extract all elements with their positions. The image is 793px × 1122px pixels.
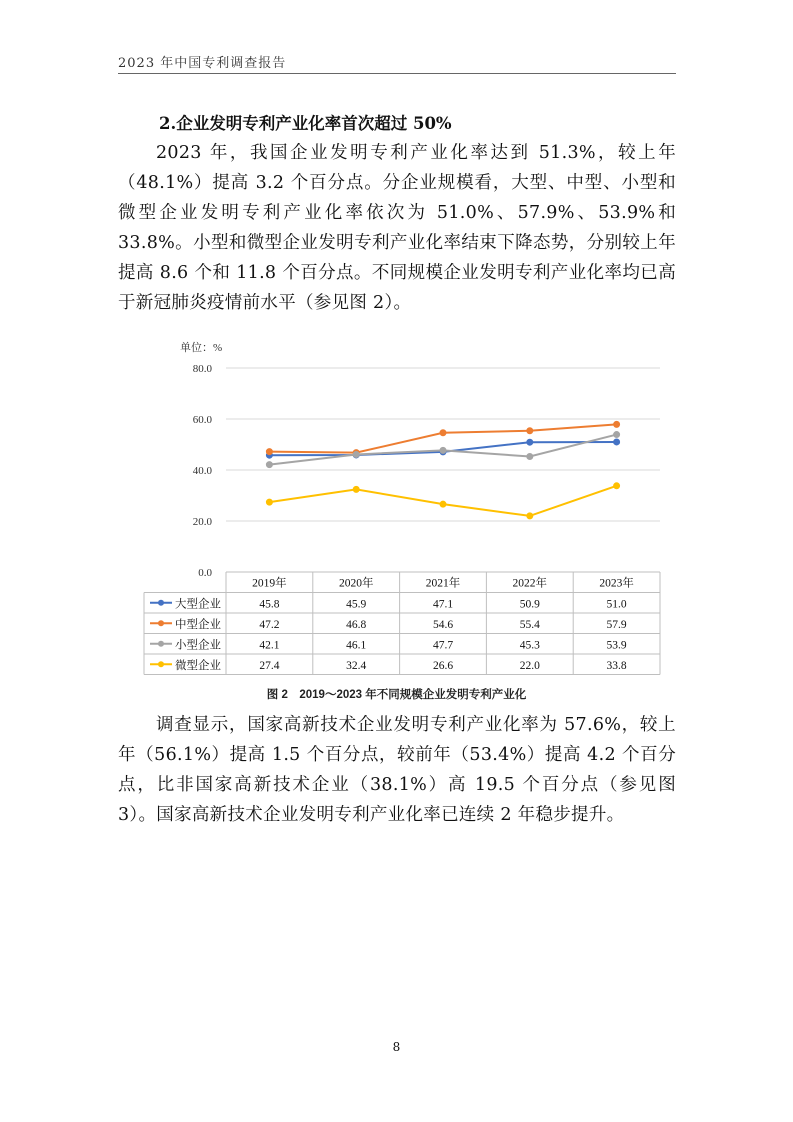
- data-label: 50.9: [519, 598, 540, 611]
- data-point: [440, 501, 446, 507]
- legend-marker: [158, 620, 164, 626]
- data-point: [266, 462, 272, 468]
- data-label: 54.6: [432, 618, 454, 631]
- data-point: [527, 513, 533, 519]
- data-label: 47.2: [259, 618, 280, 631]
- data-label: 53.9: [606, 639, 627, 652]
- data-label: 46.8: [346, 618, 367, 631]
- data-point: [266, 449, 272, 455]
- legend-label: 大型企业: [175, 598, 221, 611]
- data-label: 42.1: [259, 639, 280, 652]
- data-point: [440, 447, 446, 453]
- y-tick-label: 60.0: [192, 414, 212, 426]
- line-chart: [0, 330, 793, 690]
- data-label: 57.9: [606, 618, 627, 631]
- data-label: 45.3: [519, 639, 540, 652]
- data-label: 32.4: [346, 659, 367, 672]
- legend-label: 微型企业: [175, 659, 221, 672]
- data-label: 46.1: [346, 639, 367, 652]
- legend-label: 中型企业: [175, 618, 221, 631]
- data-label: 47.1: [432, 598, 454, 611]
- header-rule: [118, 73, 676, 74]
- data-point: [614, 483, 620, 489]
- data-label: 33.8: [606, 659, 627, 672]
- unit-label: 单位：%: [180, 342, 223, 354]
- x-tick-label: 2022年: [512, 577, 548, 590]
- x-tick-label: 2019年: [252, 577, 287, 590]
- data-point: [266, 499, 272, 505]
- data-point: [614, 421, 620, 427]
- chart-figure: [0, 330, 793, 710]
- paragraph-1: 2023 年，我国企业发明专利产业化率达到 51.3%，较上年（48.1%）提高 3.2 个百分点。分企业规模看，大型、中型、小型和微型企业发明专利产业化率依次为 51.0%、57.9%、53.9%和33.8%。小型和微型企业发明专利产业化率结束下降态势，分别较上年提高 8.6 个和 11.8 个百分点。不同规模企业发明专利产业化率均已高于新冠肺炎疫情前水平（参见图 2）。: [118, 143, 676, 313]
- data-label: 26.6: [432, 659, 454, 672]
- data-point: [353, 486, 359, 492]
- data-point: [440, 430, 446, 436]
- data-label: 55.4: [519, 618, 540, 631]
- data-label: 45.8: [259, 598, 280, 611]
- figure-caption: 图 2 2019～2023 年不同规模企业发明专利产业化: [266, 689, 527, 701]
- legend-marker: [158, 600, 164, 606]
- x-tick-label: 2021年: [425, 577, 461, 590]
- data-label: 47.7: [432, 639, 454, 652]
- y-tick-label: 20.0: [192, 516, 212, 528]
- x-tick-label: 2023年: [599, 577, 634, 590]
- data-label: 51.0: [606, 598, 627, 611]
- page-number: 8: [392, 1040, 401, 1054]
- data-point: [527, 428, 533, 434]
- header-title: 2023 年中国专利调查报告: [118, 56, 287, 71]
- paragraph-2: 调查显示，国家高新技术企业发明专利产业化率为 57.6%，较上年（56.1%）提高 1.5 个百分点，较前年（53.4%）提高 4.2 个百分点，比非国家高新技术企业（38.1%）高 19.5 个百分点（参见图 3）。国家高新技术企业发明专利产业化率已连续 2 年稳步提升。: [118, 715, 676, 825]
- data-point: [614, 432, 620, 438]
- y-tick-label: 40.0: [192, 465, 212, 477]
- x-tick-label: 2020年: [338, 577, 374, 590]
- legend-marker: [158, 641, 164, 647]
- data-label: 27.4: [259, 659, 280, 672]
- data-point: [527, 439, 533, 445]
- legend-label: 小型企业: [175, 639, 221, 652]
- legend-marker: [158, 661, 164, 667]
- y-tick-label: 0.0: [198, 567, 212, 579]
- section-title: 2.企业发明专利产业化率首次超过 50%: [159, 114, 452, 133]
- data-label: 22.0: [519, 659, 540, 672]
- data-point: [614, 439, 620, 445]
- y-tick-label: 80.0: [192, 363, 212, 375]
- data-label: 45.9: [346, 598, 367, 611]
- data-point: [527, 453, 533, 459]
- data-point: [353, 451, 359, 457]
